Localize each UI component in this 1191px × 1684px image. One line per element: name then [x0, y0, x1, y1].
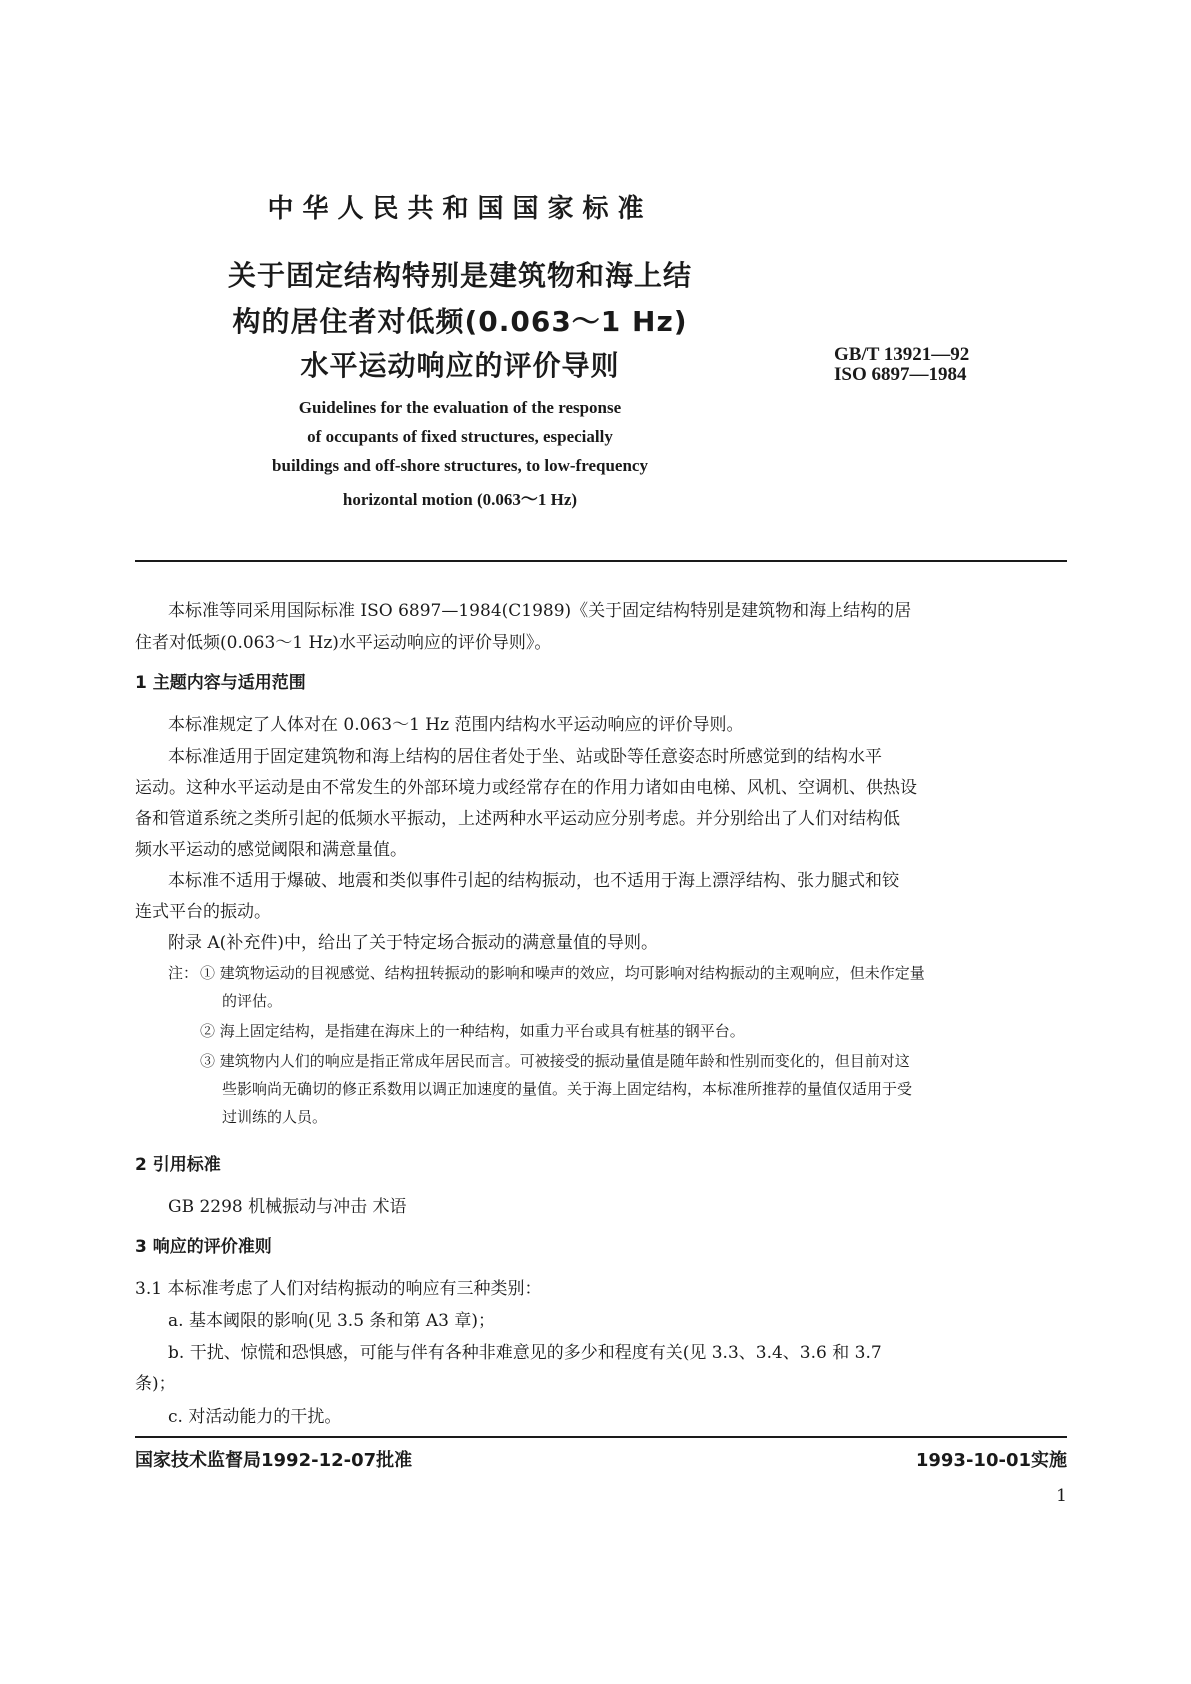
standard-code-gb: GB/T 13921—92	[834, 344, 970, 365]
s1-paragraph-2-line2: 运动。这种水平运动是由不常发生的外部环境力或经常存在的作用力诸如由电梯、风机、空调机、供热设	[135, 778, 917, 798]
s3-1-item-b-line1: b. 干扰、惊慌和恐惧感，可能与伴有各种非难意见的多少和程度有关(见 3.3、3.4、3.6 和 3.7	[168, 1343, 882, 1363]
section-1-heading: 1 主题内容与适用范围	[135, 673, 306, 693]
note-3-line3: 过训练的人员。	[222, 1108, 328, 1126]
s1-paragraph-4: 附录 A(补充件)中，给出了关于特定场合振动的满意量值的导则。	[168, 933, 658, 953]
s1-paragraph-2-line4: 频水平运动的感觉阈限和满意量值。	[135, 840, 407, 860]
s1-paragraph-1: 本标准规定了人体对在 0.063～1 Hz 范围内结构水平运动响应的评价导则。	[168, 715, 744, 735]
note-2: ② 海上固定结构，是指建在海床上的一种结构，如重力平台或具有桩基的钢平台。	[200, 1022, 745, 1040]
s3-1-line: 3.1 本标准考虑了人们对结构振动的响应有三种类别：	[135, 1279, 542, 1299]
s3-1-item-b-line2: 条)；	[135, 1374, 176, 1394]
implementation-date: 1993-10-01实施	[915, 1450, 1067, 1471]
note-3-line2: 些影响尚无确切的修正系数用以调正加速度的量值。关于海上固定结构，本标准所推荐的量值仅适用于受	[222, 1080, 913, 1098]
s3-1-item-a: a. 基本阈限的影响(见 3.5 条和第 A3 章)；	[168, 1311, 495, 1331]
intro-line1: 本标准等同采用国际标准 ISO 6897—1984(C1989)《关于固定结构特别是建筑物和海上结构的居	[168, 601, 912, 621]
approval-date: 国家技术监督局1992-12-07批准	[135, 1450, 413, 1471]
title-en-line4: horizontal motion (0.063～1 Hz)	[342, 490, 578, 509]
note-label: 注：	[168, 964, 199, 982]
section-2-heading: 2 引用标准	[135, 1155, 221, 1175]
standard-code-iso: ISO 6897—1984	[834, 364, 967, 385]
title-en-line3: buildings and off-shore structures, to low-frequency	[272, 456, 648, 475]
header-divider	[135, 560, 1067, 562]
s1-paragraph-2-line3: 备和管道系统之类所引起的低频水平振动，上述两种水平运动应分别考虑。并分别给出了人们对结构低	[135, 809, 900, 829]
note-1-line2: 的评估。	[222, 992, 283, 1010]
s1-paragraph-3-line2: 连式平台的振动。	[135, 902, 271, 922]
title-en-line1: Guidelines for the evaluation of the response	[298, 398, 622, 417]
s1-paragraph-2-line1: 本标准适用于固定建筑物和海上结构的居住者处于坐、站或卧等任意姿态时所感觉到的结构水平	[168, 747, 882, 767]
title-cn-line3: 水平运动响应的评价导则	[300, 349, 620, 382]
national-standard-header: 中华人民共和国国家标准	[267, 194, 653, 224]
note-3-line1: ③ 建筑物内人们的响应是指正常成年居民而言。可被接受的振动量值是随年龄和性别而变化的，但目前对这	[200, 1052, 910, 1070]
title-en-line2: of occupants of fixed structures, especially	[307, 427, 613, 446]
note-1-line1: ① 建筑物运动的目视感觉、结构扭转振动的影响和噪声的效应，均可影响对结构振动的主观响应，但未作定量	[200, 964, 925, 982]
intro-line2: 住者对低频(0.063～1 Hz)水平运动响应的评价导则》。	[135, 633, 552, 653]
page-number: 1	[1056, 1486, 1067, 1506]
title-cn-line1: 关于固定结构特别是建筑物和海上结	[227, 259, 692, 292]
s3-1-item-c: c. 对活动能力的干扰。	[168, 1407, 342, 1427]
footer-divider	[135, 1436, 1067, 1438]
s2-reference: GB 2298 机械振动与冲击 术语	[168, 1197, 407, 1217]
title-cn-line2: 构的居住者对低频(0.063～1 Hz)	[232, 305, 688, 338]
section-3-heading: 3 响应的评价准则	[135, 1237, 272, 1257]
s1-paragraph-3-line1: 本标准不适用于爆破、地震和类似事件引起的结构振动，也不适用于海上漂浮结构、张力腿式和铰	[168, 871, 899, 891]
